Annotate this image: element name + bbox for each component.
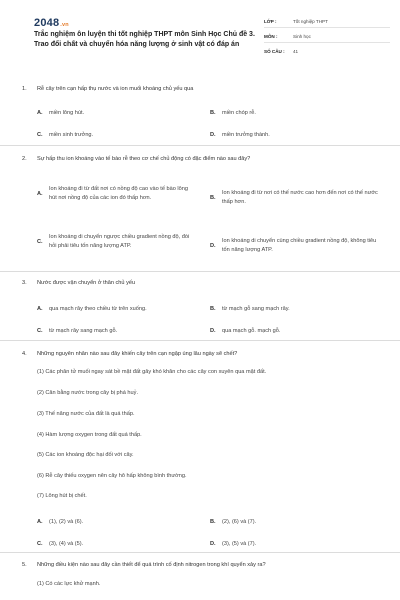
question-number: 4. [22,351,27,357]
divider [0,145,400,146]
document-title: Trắc nghiệm ôn luyện thi tốt nghiệp THPT môn Sinh Học Chủ đề 3. Trao đổi chất và chuyển hóa năng lượng ở sinh vật có đáp án [34,31,255,48]
question-number: 1. [22,86,27,92]
answer-option-c[interactable]: C. Ion khoáng di chuyển ngược chiều gradient nồng độ, đòi hỏi phải tiêu tốn năng lượng ATP. [37,234,190,249]
answer-option-a[interactable]: A. qua mạch rây theo chiều từ trên xuống. [37,306,147,313]
question-2 [22,155,380,253]
meta-count-row [264,45,390,58]
answer-option-b[interactable]: B. miền chóp rễ. [210,110,256,117]
answer-option-a[interactable]: A. (1), (2) và (6). [37,519,84,526]
statement: (3) Thế năng nước của đất là quá thấp. [37,411,135,417]
meta-subject-row [264,30,390,43]
question-number: 5. [22,562,27,568]
answer-option-c[interactable]: C. từ mạch rây sang mạch gỗ. [37,328,118,335]
statement: (4) Hàm lượng oxygen trong đất quá thấp. [37,432,142,438]
document-header [12,0,388,74]
meta-class-row [264,15,390,28]
question-text: Nước được vận chuyển ở thân chủ yếu [37,280,136,286]
question-text: Những điều kiện nào sau đây cần thiết để quá trình cố định nitrogen trong khí quyển xảy ra? [37,562,266,568]
question-3 [22,279,380,335]
question-text: Những nguyên nhân nào sau đây khiến cây trên cạn ngập úng lâu ngày sẽ chết? [37,351,238,357]
site-logo[interactable]: 2048.vn [34,17,69,29]
answer-option-d[interactable]: D. Ion khoáng di chuyển cùng chiều gradient nồng độ, không tiêu tốn năng lượng ATP. [210,238,377,253]
answer-option-d[interactable]: D. (3), (5) và (7). [210,541,257,548]
document-meta [264,15,390,60]
answer-option-c[interactable]: C. (3), (4) và (5). [37,541,84,548]
question-1 [22,85,380,139]
meta-value: 41 [293,49,299,54]
divider [0,271,400,272]
statement: (1) Các phân tử muối ngay sát bề mặt đất gây khó khăn cho các cây con xuyên qua mặt đất. [37,369,267,375]
answer-option-a[interactable]: A. Ion khoáng đi từ đất nơi có nồng độ cao vào tế bào lông hút nơi nồng độ của các ion đó thấp hơn. [37,186,188,201]
meta-label: SỐ CÂU : [264,49,285,54]
question-text: Sự hấp thu ion khoáng vào tế bào rễ theo cơ chế chủ động có đặc điểm nào sau đây? [37,156,251,162]
answer-option-d[interactable]: D. miền trưởng thành. [210,132,270,139]
question-number: 2. [22,156,27,162]
question-text: Rễ cây trên cạn hấp thụ nước và ion muối khoáng chủ yếu qua [37,86,194,92]
question-number: 3. [22,280,27,286]
answer-option-d[interactable]: D. qua mạch gỗ. mạch gỗ. [210,328,281,335]
statement: (2) Cân bằng nước trong cây bị phá huỷ. [37,390,139,396]
meta-value: Tốt nghiệp THPT [293,18,328,24]
meta-label: MÔN : [264,33,278,39]
answer-option-a[interactable]: A. miền lông hút. [37,110,85,117]
answer-option-b[interactable]: B. từ mạch gỗ sang mạch rây. [210,306,290,313]
divider [0,340,400,341]
meta-label: LỚP : [264,18,277,24]
statement: (6) Rễ cây thiếu oxygen nên cây hô hấp không bình thường. [37,473,187,479]
answer-option-c[interactable]: C. miền sinh trưởng. [37,132,94,139]
statement: (5) Các ion khoáng độc hại đối với cây. [37,452,134,458]
answer-option-b[interactable]: B. (2), (6) và (7). [210,519,257,526]
statement: (7) Lông hút bị chết. [37,493,87,499]
meta-value: Sinh học [293,33,311,39]
question-5 [22,561,380,587]
question-4 [22,350,380,548]
statement: (1) Có các lực khử mạnh. [37,581,101,587]
divider [0,552,400,553]
answer-option-b[interactable]: B. Ion khoáng đi từ nơi có thế nước cao hơn đến nơi có thế nước thấp hơn. [210,190,378,205]
